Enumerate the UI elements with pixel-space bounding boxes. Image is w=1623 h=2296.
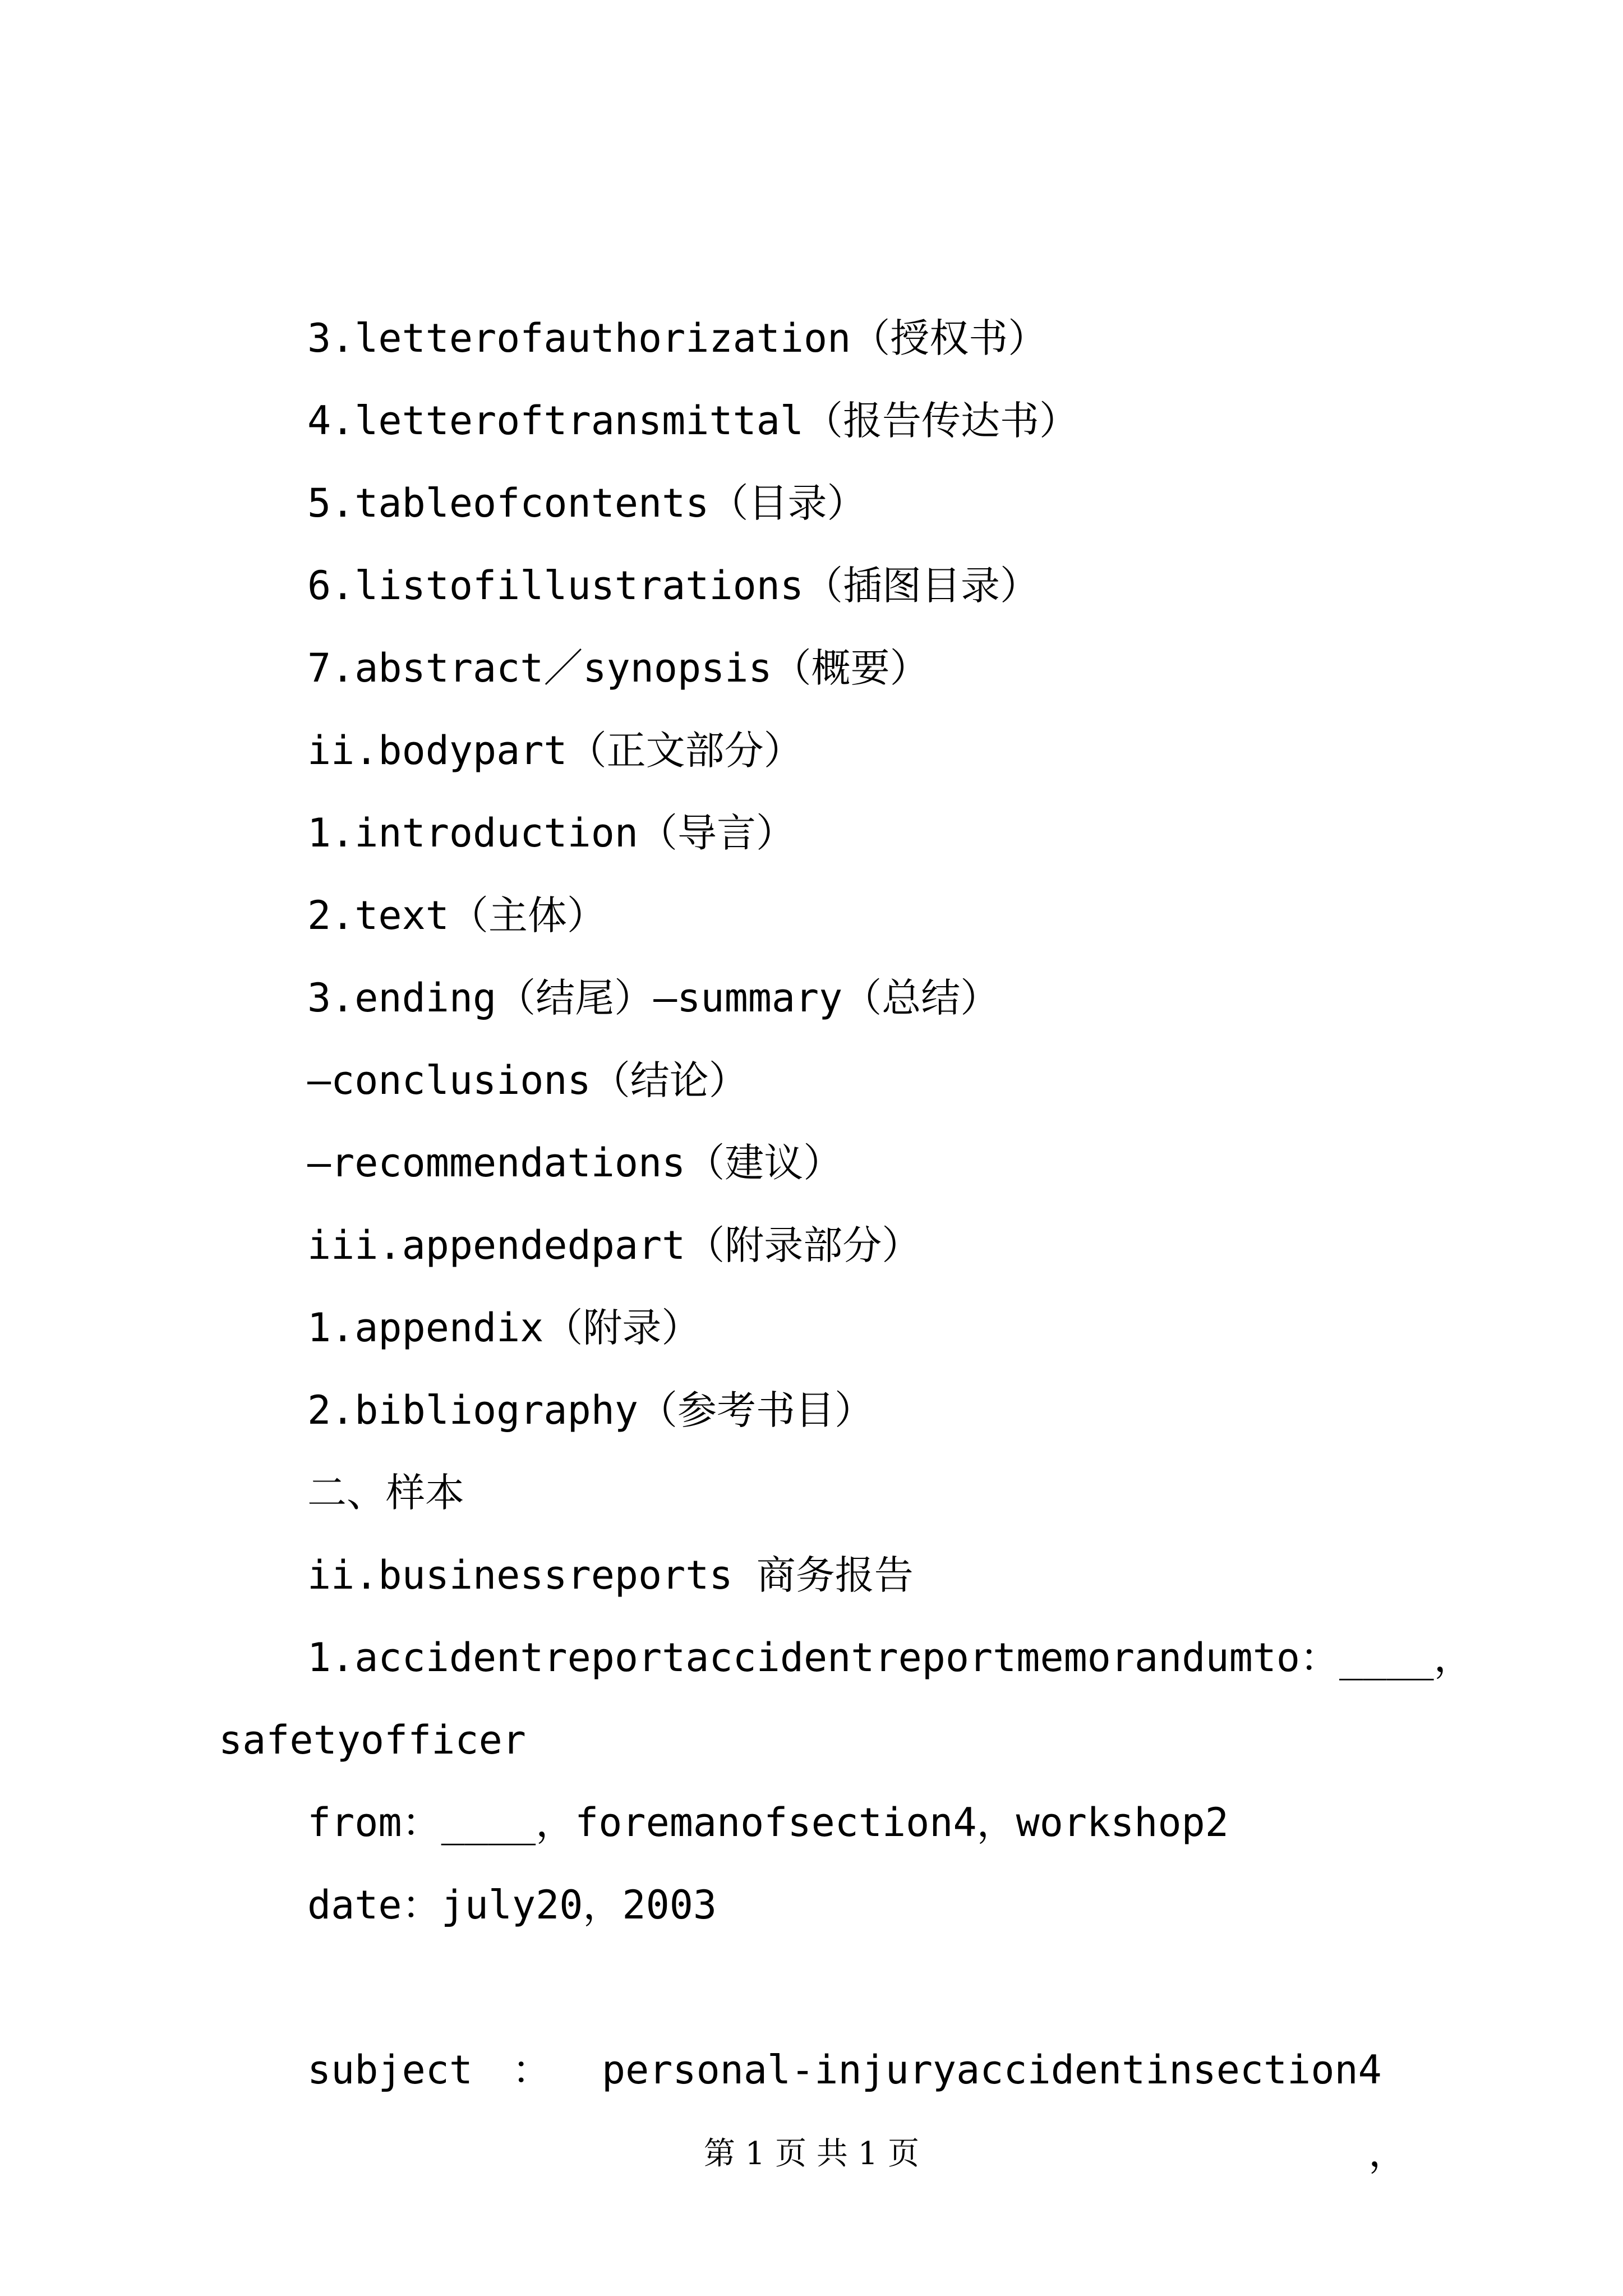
toc-item-abstract: 7.abstract／synopsis（概要） <box>307 645 929 691</box>
memo-subject-colon: ： <box>512 2047 552 2093</box>
toc-item-transmittal: 4.letteroftransmittal（报告传达书） <box>307 398 1079 444</box>
memo-to-line: 1.accidentreportaccidentreportmemorandumto：____， <box>307 1635 1473 1681</box>
toc-item-contents: 5.tableofcontents（目录） <box>307 480 866 526</box>
memo-subject-text: personal-injuryaccidentinsection4 <box>602 2047 1382 2093</box>
toc-item-illustrations: 6.listofillustrations（插图目录） <box>307 563 1040 609</box>
toc-item-conclusions: —conclusions（结论） <box>307 1057 748 1103</box>
section-heading-appendedpart: iii.appendedpart（附录部分） <box>307 1222 921 1268</box>
section-heading-businessreports: ii.businessreports 商务报告 <box>307 1552 914 1598</box>
page-footer: 第 1 页 共 1 页 <box>703 2136 920 2172</box>
toc-item-ending: 3.ending（结尾）—summary（总结） <box>307 975 1000 1021</box>
toc-item-authorization: 3.letterofauthorization（授权书） <box>307 315 1048 361</box>
memo-date-line: date：july20，2003 <box>307 1882 717 1928</box>
section-heading-bodypart: ii.bodypart（正文部分） <box>307 728 803 774</box>
section-heading-sample: 二、样本 <box>307 1470 464 1516</box>
toc-item-text: 2.text（主体） <box>307 892 606 938</box>
memo-to-continuation: safetyofficer <box>219 1717 526 1763</box>
memo-subject-end: ， <box>1368 2129 1408 2175</box>
toc-item-appendix: 1.appendix（附录） <box>307 1305 701 1351</box>
memo-subject-label: subject <box>307 2047 473 2093</box>
toc-item-introduction: 1.introduction（导言） <box>307 810 796 856</box>
toc-item-bibliography: 2.bibliography（参考书目） <box>307 1387 874 1433</box>
toc-item-recommendations: —recommendations（建议） <box>307 1140 843 1186</box>
memo-from-line: from：____，foremanofsection4，workshop2 <box>307 1800 1229 1846</box>
